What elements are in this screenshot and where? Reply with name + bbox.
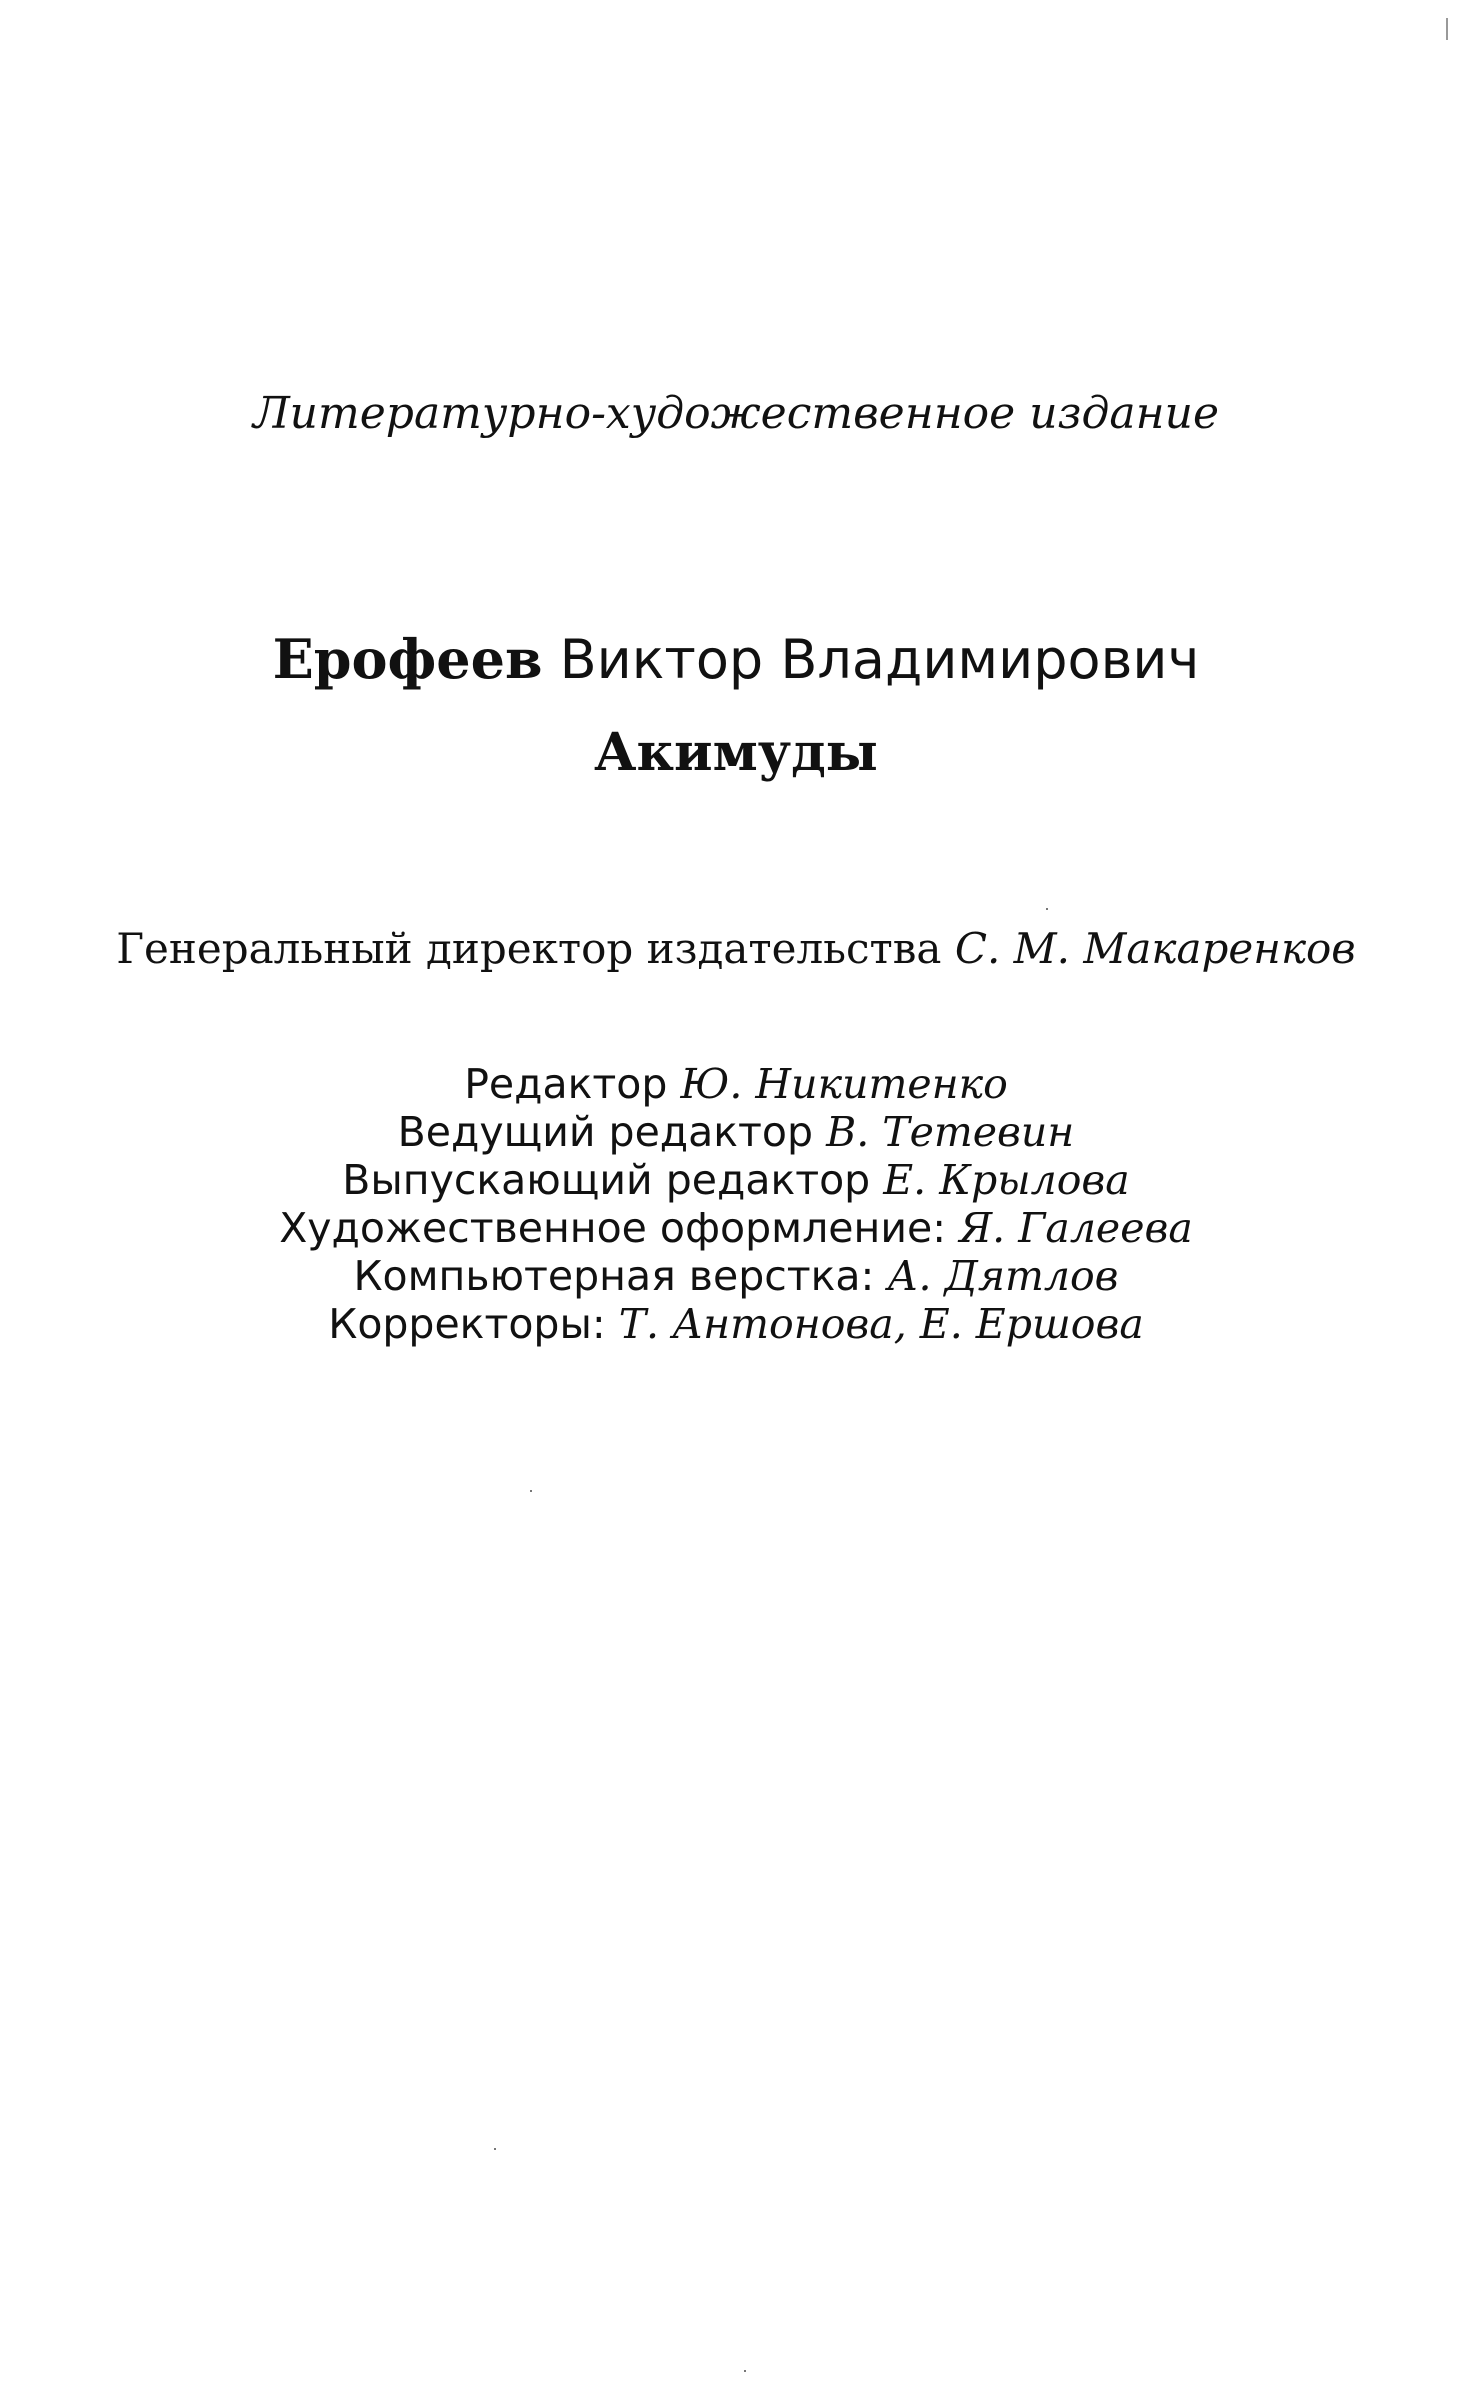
credit-role: Выпускающий редактор: [342, 1156, 871, 1204]
author-surname: Ерофеев: [272, 627, 543, 691]
credit-art-design: [0, 1204, 1472, 1252]
credit-name: Ю. Никитенко: [680, 1060, 1008, 1108]
credit-name: Е. Крылова: [883, 1156, 1130, 1204]
credit-layout: [0, 1252, 1472, 1300]
credit-name: А. Дятлов: [887, 1252, 1119, 1300]
book-title: Акимуды: [594, 722, 878, 783]
credit-role: Ведущий редактор: [397, 1108, 814, 1156]
credit-proofreaders: [0, 1300, 1472, 1348]
credit-editor: [0, 1060, 1472, 1108]
edition-type: Литературно-художественное издание: [252, 388, 1220, 439]
credits-list: [0, 1060, 1472, 1348]
scan-speck: [1046, 908, 1048, 910]
director-name: С. М. Макаренков: [954, 924, 1356, 973]
credit-lead-editor: [0, 1108, 1472, 1156]
author-line: [0, 627, 1472, 691]
scan-speck: [744, 2370, 746, 2372]
credit-role: Художественное оформление:: [279, 1204, 947, 1252]
scan-edge-mark: [1446, 18, 1448, 40]
credit-name: Т. Антонова, Е. Ершова: [618, 1300, 1144, 1348]
credit-name: В. Тетевин: [826, 1108, 1075, 1156]
credit-role: Корректоры:: [328, 1300, 606, 1348]
author-given-names: Виктор Владимирович: [559, 628, 1200, 691]
scan-speck: [494, 2148, 496, 2150]
credit-role: Редактор: [464, 1060, 668, 1108]
credit-issuing-editor: [0, 1156, 1472, 1204]
credit-name: Я. Галеева: [959, 1204, 1193, 1252]
director-line: [0, 924, 1472, 973]
credit-role: Компьютерная верстка:: [353, 1252, 875, 1300]
scan-speck: [530, 1490, 532, 1492]
director-role: Генеральный директор издательства: [116, 924, 942, 973]
